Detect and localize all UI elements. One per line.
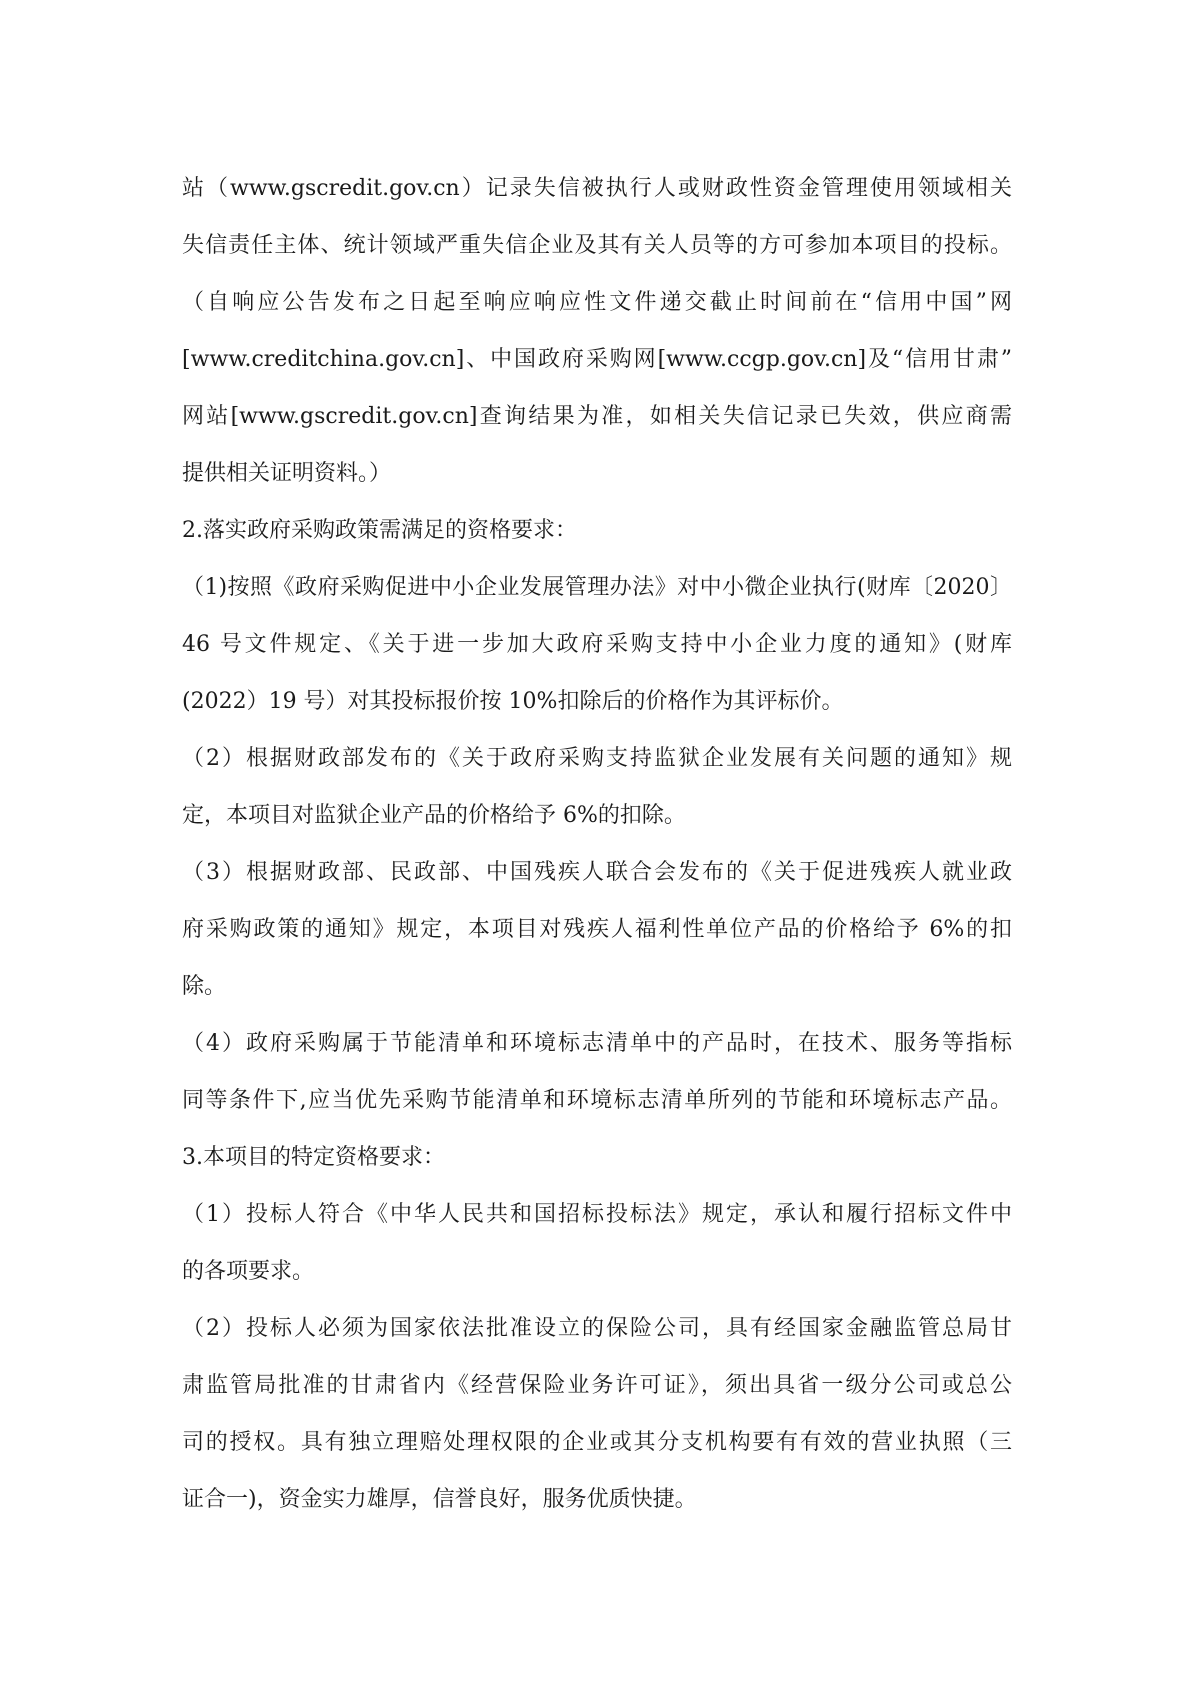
- text-line: （4）政府采购属于节能清单和环境标志清单中的产品时，在技术、服务等指标: [182, 1031, 1012, 1056]
- text-line: 除。: [182, 974, 227, 999]
- text-line: 提供相关证明资料。）: [182, 461, 392, 486]
- text-line: 同等条件下,应当优先采购节能清单和环境标志清单所列的节能和环境标志产品。: [182, 1088, 1012, 1113]
- text-line: （2）根据财政部发布的《关于政府采购支持监狱企业发展有关问题的通知》规: [182, 746, 1012, 771]
- text-line: 证合一)，资金实力雄厚，信誉良好，服务优质快捷。: [182, 1487, 697, 1512]
- text-line: （1）投标人符合《中华人民共和国招标投标法》规定，承认和履行招标文件中: [182, 1202, 1012, 1227]
- text-line: 失信责任主体、统计领域严重失信企业及其有关人员等的方可参加本项目的投标。: [182, 233, 1012, 258]
- text-line: 站（www.gscredit.gov.cn）记录失信被执行人或财政性资金管理使用领域相关: [182, 176, 1012, 201]
- document-body: [182, 160, 1012, 1528]
- text-line: 定，本项目对监狱企业产品的价格给予 6%的扣除。: [182, 803, 686, 828]
- text-line: （1)按照《政府采购促进中小企业发展管理办法》对中小微企业执行(财库〔2020〕: [182, 575, 1012, 600]
- text-line: （3）根据财政部、民政部、中国残疾人联合会发布的《关于促进残疾人就业政: [182, 860, 1012, 885]
- text-line: （2）投标人必须为国家依法批准设立的保险公司，具有经国家金融监管总局甘: [182, 1316, 1012, 1341]
- text-line: 府采购政策的通知》规定，本项目对残疾人福利性单位产品的价格给予 6%的扣: [182, 917, 1012, 942]
- text-line: 网站[www.gscredit.gov.cn]查询结果为准，如相关失信记录已失效，供应商需: [182, 404, 1012, 429]
- text-line: [www.creditchina.gov.cn]、中国政府采购网[www.ccgp.gov.cn]及“信用甘肃”: [182, 347, 1012, 372]
- text-line: (2022）19 号）对其投标报价按 10%扣除后的价格作为其评标价。: [182, 689, 844, 714]
- text-line: （自响应公告发布之日起至响应响应性文件递交截止时间前在“信用中国”网: [182, 290, 1012, 315]
- text-line: 司的授权。具有独立理赔处理权限的企业或其分支机构要有有效的营业执照（三: [182, 1430, 1012, 1455]
- text-line: 的各项要求。: [182, 1259, 315, 1284]
- section-heading: 3.本项目的特定资格要求：: [182, 1145, 445, 1170]
- text-line: 肃监管局批准的甘肃省内《经营保险业务许可证》，须出具省一级分公司或总公: [182, 1373, 1012, 1398]
- section-heading: 2.落实政府采购政策需满足的资格要求：: [182, 518, 577, 543]
- text-line: 46 号文件规定、《关于进一步加大政府采购支持中小企业力度的通知》(财库: [182, 632, 1012, 657]
